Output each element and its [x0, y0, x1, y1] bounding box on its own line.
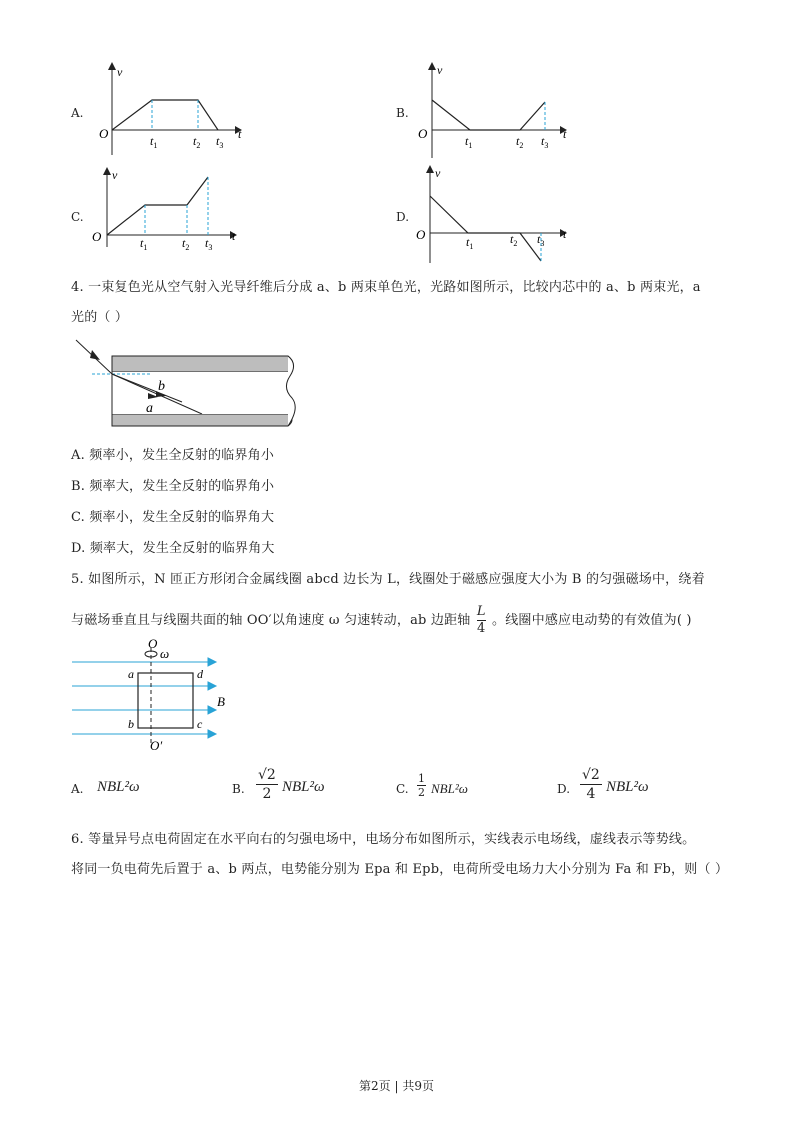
option-d-label: D. — [396, 210, 410, 224]
q6-stem-line1: 6. 等量异号点电荷固定在水平向右的匀强电场中，电场分布如图所示，实线表示电场线，虚线表示等势线。 — [71, 832, 696, 847]
origin: O — [99, 126, 109, 141]
q5-option-a-expr: NBL²ω — [97, 779, 140, 795]
corner-c: c — [197, 717, 203, 731]
graph-a — [95, 60, 245, 160]
q5-line2-post: 。线圈中感应电动势的有效值为( ) — [492, 613, 692, 628]
q5-stem-line1: 5. 如图所示，N 匝正方形闭合金属线圈 abcd 边长为 L，线圈处于磁感应强度大小为 B 的匀强磁场中，绕着 — [71, 572, 705, 587]
q4-option-d: D. 频率大，发生全反射的临界角大 — [71, 541, 275, 556]
svg-text:t1: $t_1$ — [465, 134, 473, 150]
option-b-label: B. — [396, 106, 409, 120]
q5-option-b-label: B. — [232, 782, 245, 796]
q4-stem-line1: 4. 一束复色光从空气射入光导纤维后分成 a、b 两束单色光，光路如图所示，比较内芯中的 a、b 两束光，a — [71, 280, 701, 295]
svg-text:v: v — [112, 168, 118, 182]
svg-text:t2: $t_2$ — [516, 134, 524, 150]
q6-stem-line2: 将同一负电荷先后置于 a、b 两点，电势能分别为 Epa 和 Epb，电荷所受电场力大小分别为 Fa 和 Fb，则（ ） — [71, 862, 729, 877]
q5-option-c-expr: NBL²ω — [431, 781, 468, 796]
field-B: B — [217, 694, 225, 709]
q4-option-b: B. 频率大，发生全反射的临界角小 — [71, 479, 275, 494]
svg-text:t3: $t_3$ — [205, 236, 213, 252]
ray-a-label: a — [146, 401, 153, 416]
option-a-label: A. — [71, 106, 84, 120]
corner-a: a — [128, 667, 134, 681]
svg-text:t1: $t_1$ — [466, 235, 474, 251]
graph-c — [90, 165, 250, 255]
q4-option-c: C. 频率小，发生全反射的临界角大 — [71, 510, 275, 525]
axis-v: v — [117, 65, 123, 79]
svg-text:t2: $t_2$ — [510, 232, 518, 248]
tick-t2: $t_2$ — [193, 134, 201, 150]
svg-text:O: O — [418, 126, 428, 141]
q5-option-d-frac: √2 4 — [582, 767, 600, 802]
graph-d — [410, 163, 575, 268]
q5-option-c-label: C. — [396, 782, 409, 796]
graph-b — [415, 60, 575, 160]
q4-stem-line2: 光的（ ） — [71, 310, 129, 325]
q5-option-d-label: D. — [557, 782, 571, 796]
ray-b-label: b — [158, 379, 165, 394]
q5-coil-figure — [70, 636, 240, 756]
svg-text:t1: $t_1$ — [140, 236, 148, 252]
q4-fiber-figure — [70, 336, 300, 431]
tick-t3: $t_3$ — [216, 134, 224, 150]
omega-label: ω — [160, 646, 170, 661]
tick-t1: $t_1$ — [150, 134, 158, 150]
svg-text:t: t — [563, 127, 567, 141]
svg-text:t: t — [232, 229, 236, 243]
svg-text:t3: $t_3$ — [537, 232, 545, 248]
q5-option-b-frac: √2 2 — [258, 767, 276, 802]
svg-text:v: v — [435, 166, 441, 180]
q5-option-d-expr: NBL²ω — [606, 779, 649, 795]
q5-option-a-label: A. — [71, 782, 84, 796]
corner-b: b — [128, 717, 134, 731]
q5-stem-line2 — [71, 604, 692, 637]
corner-d: d — [197, 667, 203, 681]
svg-text:O: O — [416, 227, 426, 242]
axis-O-prime: O′ — [150, 738, 163, 753]
q4-option-a: A. 频率小，发生全反射的临界角小 — [71, 448, 275, 463]
option-c-label: C. — [71, 210, 84, 224]
svg-text:t2: $t_2$ — [182, 236, 190, 252]
q5-option-c-frac: 1 2 — [418, 772, 425, 799]
axis-t: t — [238, 127, 242, 141]
page-footer: 第2页 | 共9页 — [359, 1079, 434, 1093]
svg-text:v: v — [437, 63, 443, 77]
svg-text:O: O — [92, 229, 102, 244]
svg-text:t: t — [563, 227, 567, 241]
q5-line2-pre: 与磁场垂直且与线圈共面的轴 OO′以角速度 ω 匀速转动，ab 边距轴 — [71, 613, 471, 628]
q5-fraction: $\frac{L}{4}$ — [476, 604, 486, 636]
q5-option-b-expr: NBL²ω — [282, 779, 325, 795]
svg-text:t3: $t_3$ — [541, 134, 549, 150]
axis-O: O — [148, 636, 158, 651]
